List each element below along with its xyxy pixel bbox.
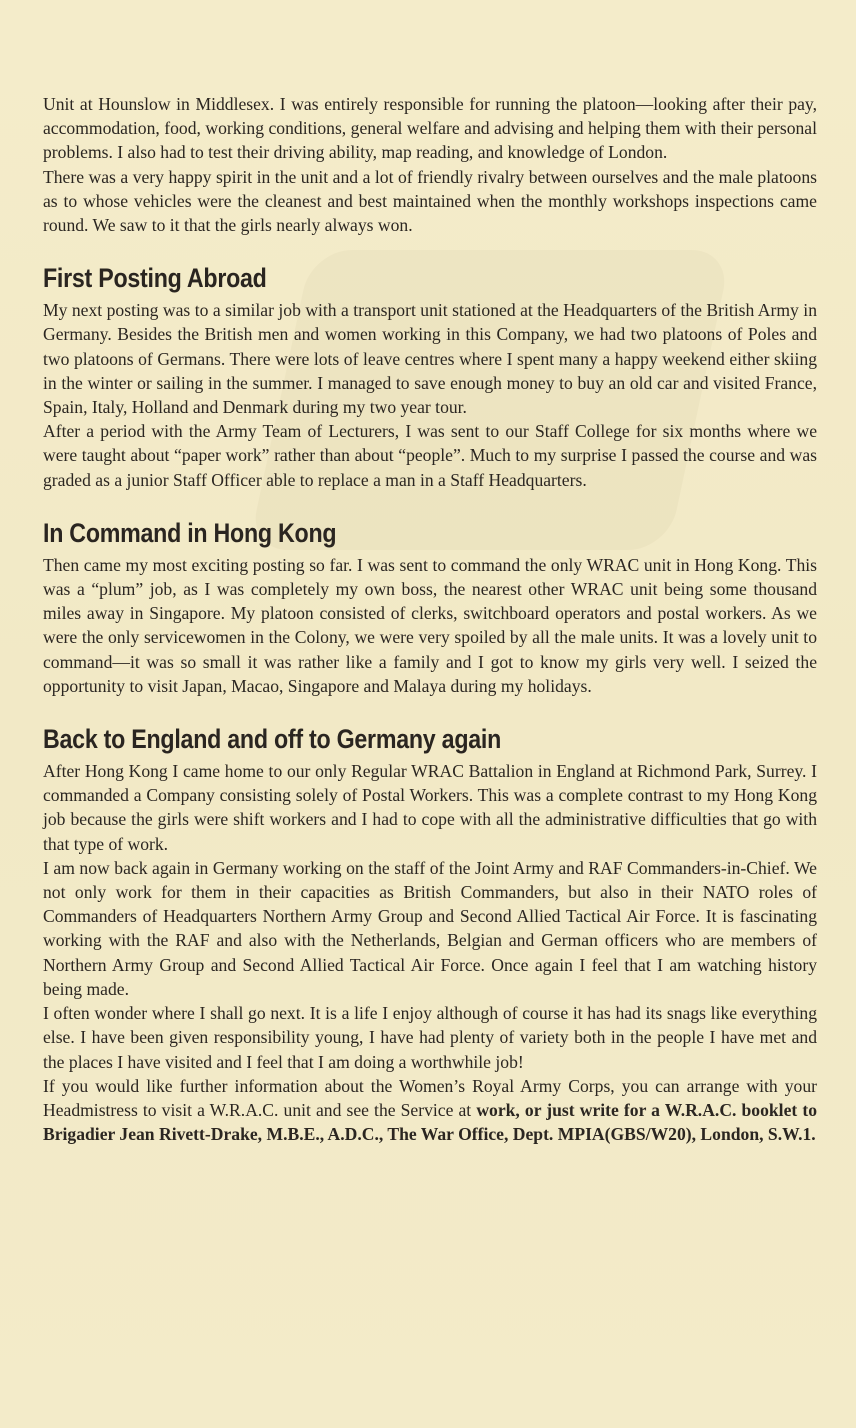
closing-text: If you would like further information about the Women’s Royal Army Corps, you can arrange with your Headmistress to visit a W.R.A.C. unit and see the Service at bbox=[43, 1075, 817, 1120]
intro-paragraph-1: Unit at Hounslow in Middlesex. I was entirely responsible for running the platoon—looking after their pay, accommodation, food, working conditions, general welfare and advising and helping them with their personal problems. I also had to test their driving ability, map reading, and knowledge of London. bbox=[43, 94, 817, 163]
intro-paragraph-2: There was a very happy spirit in the unit and a lot of friendly rivalry between ourselves and the male platoons as to whose vehicles were the cleanest and best maintained when the monthly workshops inspections came round. We saw to it that the girls nearly always won. bbox=[43, 166, 817, 236]
first-posting-paragraph-1: My next posting was to a similar job with a transport unit stationed at the Headquarters of the British Army in Germany. Besides the British men and women working in this Company, we had two platoons of Poles and two platoons of Germans. There were lots of leave centres where I spent many a happy weekend either skiing in the winter or sailing in the summer. I managed to save enough money to buy an old car and visited France, Spain, Italy, Holland and Denmark during my two year tour. bbox=[43, 300, 817, 418]
closing-contact-address: work, or just write for a W.R.A.C. booklet to Brigadier Jean Rivett-Drake, M.B.E., A.D.C., The War Office, Dept. MPIA(GBS/W20), London, S.W.1. bbox=[43, 1099, 817, 1145]
england-paragraph-2: I am now back again in Germany working on the staff of the Joint Army and RAF Commanders-in-Chief. We not only work for them in their capacities as British Commanders, but also in their NATO roles of Commanders of Headquarters Northern Army Group and Second Allied Tactical Air Force. It is fascinating working with the RAF and also with the Netherlands, Belgian and German officers who are members of Northern Army Group and Second Allied Tactical Air Force. Once again I feel that I am watching history being made. bbox=[43, 857, 817, 999]
first-posting-paragraph-2: After a period with the Army Team of Lecturers, I was sent to our Staff College for six months where we were taught about “paper work” rather than about “people”. Much to my surprise I passed the course and was graded as a junior Staff Officer able to replace a man in a Staff Headquarters. bbox=[43, 421, 817, 490]
hong-kong-paragraph-1: Then came my most exciting posting so far. I was sent to command the only WRAC unit in Hong Kong. This was a “plum” job, as I was completely my own boss, the nearest other WRAC unit being some thousand miles away in Singapore. My platoon consisted of clerks, switchboard operators and postal workers. As we were the only servicewomen in the Colony, we were very spoiled by all the male units. It was a lovely unit to command—it was so small it was rather like a family and I got to know my girls very well. I seized the opportunity to visit Japan, Macao, Singapore and Malaya during my holidays. bbox=[43, 554, 817, 696]
england-paragraph-1: After Hong Kong I came home to our only Regular WRAC Battalion in England at Richmond Park, Surrey. I commanded a Company consisting solely of Postal Workers. This was a complete contrast to my Hong Kong job because the girls were shift workers and I had to cope with all the administrative difficulties that go with that type of work. bbox=[43, 761, 817, 854]
section-heading-hong-kong: In Command in Hong Kong bbox=[43, 517, 337, 548]
closing-paragraph bbox=[43, 1074, 817, 1147]
section-heading-back-to-england: Back to England and off to Germany again bbox=[43, 724, 502, 755]
section-heading-first-posting: First Posting Abroad bbox=[43, 263, 267, 294]
england-paragraph-3: I often wonder where I shall go next. It is a life I enjoy although of course it has had its snags like everything else. I have been given responsibility young, I have had plenty of variety both in the people I have met and the places I have visited and I feel that I am doing a worthwhile job! bbox=[43, 1003, 817, 1072]
article-body bbox=[43, 92, 817, 1146]
